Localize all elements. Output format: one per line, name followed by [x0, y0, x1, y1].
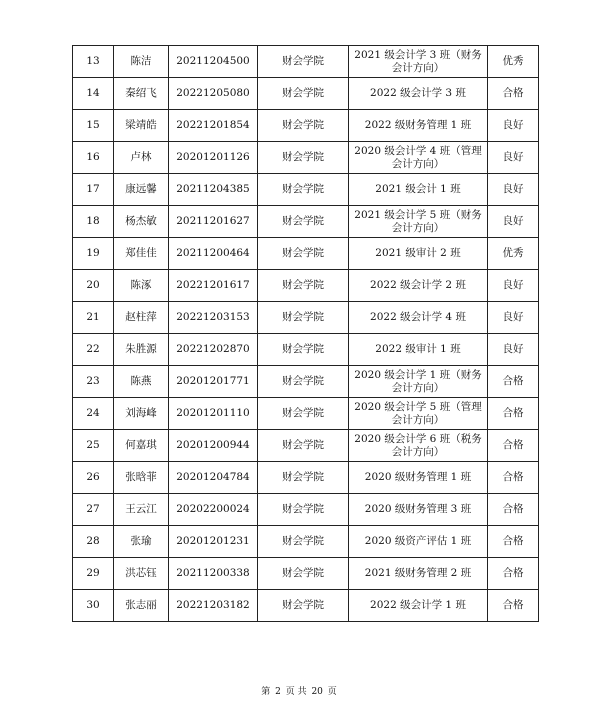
student-id-cell: 20221202870	[169, 334, 258, 366]
row-number-cell: 25	[73, 430, 114, 462]
class-cell: 2021 级财务管理 2 班	[349, 558, 488, 590]
result-cell: 良好	[488, 334, 539, 366]
college-cell: 财会学院	[258, 110, 349, 142]
result-cell: 良好	[488, 110, 539, 142]
college-cell: 财会学院	[258, 206, 349, 238]
student-id-cell: 20202200024	[169, 494, 258, 526]
result-cell: 合格	[488, 430, 539, 462]
row-number-cell: 18	[73, 206, 114, 238]
student-name-cell: 秦绍飞	[114, 78, 169, 110]
table-row	[73, 334, 539, 366]
table-row	[73, 270, 539, 302]
class-cell: 2022 级审计 1 班	[349, 334, 488, 366]
student-name-cell: 洪芯钰	[114, 558, 169, 590]
student-name-cell: 陈燕	[114, 366, 169, 398]
class-cell: 2022 级财务管理 1 班	[349, 110, 488, 142]
college-cell: 财会学院	[258, 334, 349, 366]
table-row	[73, 142, 539, 174]
class-cell: 2020 级会计学 5 班（管理会计方向）	[349, 398, 488, 430]
student-id-cell: 20221203182	[169, 590, 258, 622]
class-cell: 2020 级财务管理 1 班	[349, 462, 488, 494]
result-cell: 优秀	[488, 238, 539, 270]
result-cell: 良好	[488, 174, 539, 206]
class-cell: 2021 级会计学 3 班（财务会计方向）	[349, 46, 488, 78]
result-cell: 合格	[488, 398, 539, 430]
college-cell: 财会学院	[258, 174, 349, 206]
row-number-cell: 21	[73, 302, 114, 334]
student-id-cell: 20211200464	[169, 238, 258, 270]
college-cell: 财会学院	[258, 558, 349, 590]
result-cell: 良好	[488, 270, 539, 302]
college-cell: 财会学院	[258, 398, 349, 430]
student-name-cell: 康远馨	[114, 174, 169, 206]
row-number-cell: 26	[73, 462, 114, 494]
class-cell: 2021 级会计 1 班	[349, 174, 488, 206]
student-id-cell: 20201201110	[169, 398, 258, 430]
class-cell: 2022 级会计学 3 班	[349, 78, 488, 110]
student-name-cell: 张晗菲	[114, 462, 169, 494]
row-number-cell: 29	[73, 558, 114, 590]
table-row	[73, 590, 539, 622]
result-cell: 良好	[488, 206, 539, 238]
student-results-table	[72, 45, 539, 622]
student-name-cell: 陈洁	[114, 46, 169, 78]
student-id-cell: 20221201854	[169, 110, 258, 142]
college-cell: 财会学院	[258, 302, 349, 334]
table-row	[73, 110, 539, 142]
student-name-cell: 梁靖皓	[114, 110, 169, 142]
college-cell: 财会学院	[258, 494, 349, 526]
row-number-cell: 30	[73, 590, 114, 622]
student-id-cell: 20201201231	[169, 526, 258, 558]
student-id-cell: 20201204784	[169, 462, 258, 494]
row-number-cell: 13	[73, 46, 114, 78]
result-cell: 合格	[488, 526, 539, 558]
table-row	[73, 462, 539, 494]
footer-suffix: 页	[327, 687, 337, 697]
result-cell: 合格	[488, 494, 539, 526]
student-id-cell: 20211200338	[169, 558, 258, 590]
row-number-cell: 20	[73, 270, 114, 302]
table-row	[73, 206, 539, 238]
student-id-cell: 20201200944	[169, 430, 258, 462]
row-number-cell: 17	[73, 174, 114, 206]
table-row	[73, 78, 539, 110]
row-number-cell: 15	[73, 110, 114, 142]
table-row	[73, 46, 539, 78]
table-row	[73, 430, 539, 462]
footer-middle: 页 共	[285, 687, 307, 697]
college-cell: 财会学院	[258, 462, 349, 494]
student-name-cell: 赵柱萍	[114, 302, 169, 334]
college-cell: 财会学院	[258, 366, 349, 398]
student-name-cell: 何嘉琪	[114, 430, 169, 462]
row-number-cell: 27	[73, 494, 114, 526]
student-name-cell: 朱胜源	[114, 334, 169, 366]
class-cell: 2020 级会计学 4 班（管理会计方向）	[349, 142, 488, 174]
class-cell: 2022 级会计学 4 班	[349, 302, 488, 334]
student-id-cell: 20221205080	[169, 78, 258, 110]
student-id-cell: 20211204500	[169, 46, 258, 78]
student-name-cell: 张瑜	[114, 526, 169, 558]
student-name-cell: 卢林	[114, 142, 169, 174]
student-name-cell: 王云江	[114, 494, 169, 526]
result-cell: 合格	[488, 462, 539, 494]
student-id-cell: 20221201617	[169, 270, 258, 302]
student-name-cell: 陈涿	[114, 270, 169, 302]
college-cell: 财会学院	[258, 78, 349, 110]
row-number-cell: 23	[73, 366, 114, 398]
result-cell: 合格	[488, 590, 539, 622]
student-id-cell: 20211201627	[169, 206, 258, 238]
row-number-cell: 28	[73, 526, 114, 558]
college-cell: 财会学院	[258, 46, 349, 78]
class-cell: 2022 级会计学 2 班	[349, 270, 488, 302]
class-cell: 2020 级会计学 1 班（财务会计方向）	[349, 366, 488, 398]
class-cell: 2022 级会计学 1 班	[349, 590, 488, 622]
student-id-cell: 20201201771	[169, 366, 258, 398]
college-cell: 财会学院	[258, 142, 349, 174]
row-number-cell: 16	[73, 142, 114, 174]
student-id-cell: 20221203153	[169, 302, 258, 334]
result-cell: 合格	[488, 366, 539, 398]
row-number-cell: 14	[73, 78, 114, 110]
result-cell: 优秀	[488, 46, 539, 78]
table-row	[73, 366, 539, 398]
result-cell: 合格	[488, 78, 539, 110]
student-id-cell: 20201201126	[169, 142, 258, 174]
table-row	[73, 238, 539, 270]
student-name-cell: 张志丽	[114, 590, 169, 622]
table-row	[73, 526, 539, 558]
page-footer	[0, 684, 598, 697]
table-row	[73, 302, 539, 334]
result-cell: 良好	[488, 302, 539, 334]
row-number-cell: 19	[73, 238, 114, 270]
row-number-cell: 22	[73, 334, 114, 366]
table-row	[73, 174, 539, 206]
college-cell: 财会学院	[258, 526, 349, 558]
college-cell: 财会学院	[258, 590, 349, 622]
student-name-cell: 杨杰敏	[114, 206, 169, 238]
class-cell: 2020 级财务管理 3 班	[349, 494, 488, 526]
college-cell: 财会学院	[258, 238, 349, 270]
student-name-cell: 郑佳佳	[114, 238, 169, 270]
total-page-count: 20	[311, 687, 323, 697]
college-cell: 财会学院	[258, 270, 349, 302]
footer-prefix: 第	[261, 687, 271, 697]
result-cell: 合格	[488, 558, 539, 590]
table-row	[73, 398, 539, 430]
result-cell: 良好	[488, 142, 539, 174]
row-number-cell: 24	[73, 398, 114, 430]
class-cell: 2020 级会计学 6 班（税务会计方向）	[349, 430, 488, 462]
table-body	[73, 46, 539, 622]
class-cell: 2021 级审计 2 班	[349, 238, 488, 270]
table-row	[73, 494, 539, 526]
student-id-cell: 20211204385	[169, 174, 258, 206]
class-cell: 2020 级资产评估 1 班	[349, 526, 488, 558]
college-cell: 财会学院	[258, 430, 349, 462]
table-row	[73, 558, 539, 590]
class-cell: 2021 级会计学 5 班（财务会计方向）	[349, 206, 488, 238]
current-page-number: 2	[275, 687, 281, 697]
student-name-cell: 刘海峰	[114, 398, 169, 430]
